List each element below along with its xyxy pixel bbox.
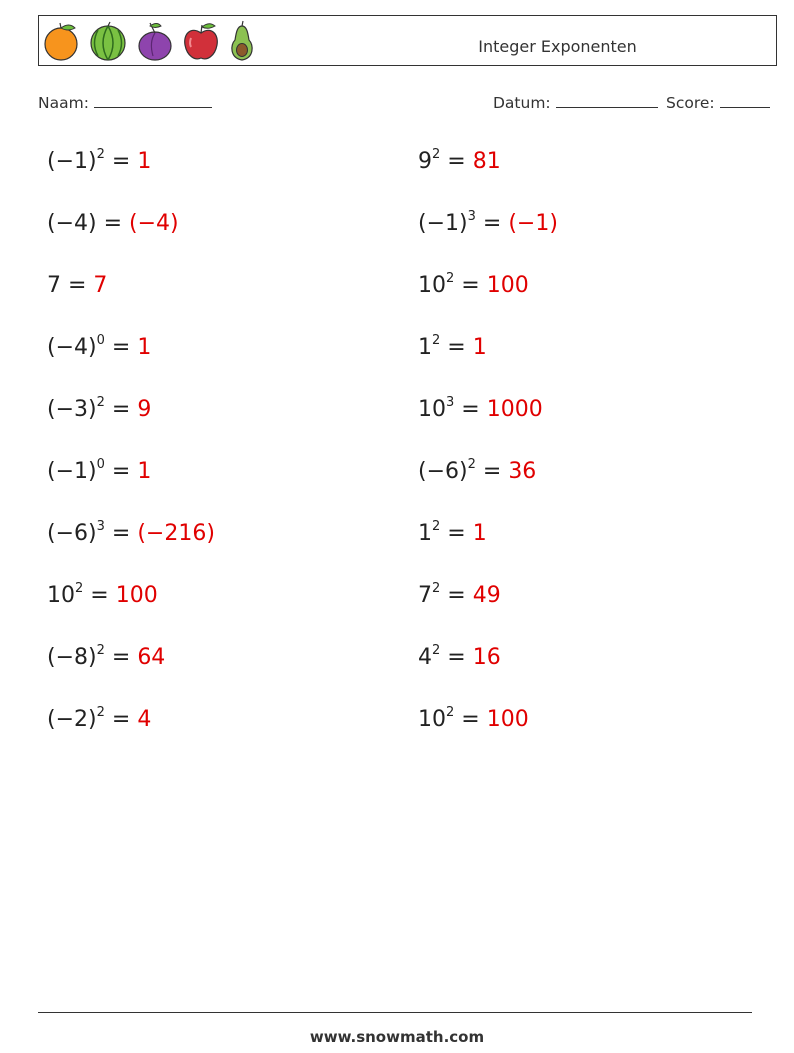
problem-row (418, 642, 501, 671)
problem-base: (−6) (47, 521, 97, 546)
problem-answer: 1 (137, 335, 152, 360)
equals-sign: = (440, 583, 473, 608)
problem-row (47, 146, 152, 175)
name-line[interactable] (94, 93, 212, 108)
problem-row (47, 518, 215, 547)
problem-exponent: 2 (432, 580, 441, 596)
problem-exponent: 3 (467, 208, 476, 224)
problem-exponent: 2 (467, 456, 476, 472)
equals-sign: = (104, 521, 138, 546)
problem-base: (−8) (47, 645, 97, 670)
problem-answer: 9 (137, 397, 152, 422)
score-line[interactable] (720, 93, 770, 108)
equals-sign: = (61, 273, 94, 298)
problem-answer: (−4) (129, 211, 179, 236)
problem-row (47, 394, 152, 423)
problem-base: (−1) (47, 459, 97, 484)
footer-website: www.snowmath.com (309, 1028, 485, 1046)
problem-exponent: 2 (432, 146, 441, 162)
problem-row (418, 208, 558, 237)
equals-sign: = (454, 273, 487, 298)
problem-row (47, 456, 152, 485)
problem-base: 1 (418, 335, 432, 360)
equals-sign: = (96, 211, 130, 236)
problem-base: 10 (47, 583, 75, 608)
problem-base: (−6) (418, 459, 468, 484)
problem-answer: 36 (508, 459, 537, 484)
problem-row (418, 518, 487, 547)
problem-base: 7 (47, 273, 61, 298)
problem-base: 7 (418, 583, 432, 608)
problem-base: 10 (418, 397, 446, 422)
problem-row (418, 146, 501, 175)
problem-answer: (−216) (137, 521, 215, 546)
problem-exponent: 2 (96, 704, 105, 720)
problem-row (418, 394, 543, 423)
equals-sign: = (104, 645, 138, 670)
problem-answer: (−1) (508, 211, 558, 236)
problem-base: 1 (418, 521, 432, 546)
problem-base: 10 (418, 273, 446, 298)
problem-base: 4 (418, 645, 432, 670)
equals-sign: = (104, 707, 138, 732)
problem-base: (−3) (47, 397, 97, 422)
worksheet-title: Integer Exponenten (478, 37, 637, 56)
problem-row (418, 580, 501, 609)
problem-row (47, 704, 152, 733)
problem-exponent: 2 (432, 332, 441, 348)
equals-sign: = (440, 521, 473, 546)
problem-answer: 1 (472, 521, 487, 546)
problem-answer: 100 (486, 707, 529, 732)
problem-base: 10 (418, 707, 446, 732)
problem-row (418, 332, 487, 361)
name-label: Naam: (38, 94, 89, 112)
equals-sign: = (104, 149, 138, 174)
equals-sign: = (454, 707, 487, 732)
score-label: Score: (666, 94, 715, 112)
problem-exponent: 2 (96, 146, 105, 162)
problem-exponent: 0 (96, 332, 105, 348)
problem-base: (−2) (47, 707, 97, 732)
equals-sign: = (440, 645, 473, 670)
problem-answer: 64 (137, 645, 166, 670)
problem-base: (−1) (47, 149, 97, 174)
problem-exponent: 2 (75, 580, 84, 596)
problem-base: 9 (418, 149, 432, 174)
problem-row (47, 211, 179, 237)
problem-answer: 81 (472, 149, 501, 174)
problem-exponent: 3 (96, 518, 105, 534)
problem-answer: 16 (472, 645, 501, 670)
problem-row (418, 704, 529, 733)
problem-answer: 100 (486, 273, 529, 298)
problem-answer: 100 (115, 583, 158, 608)
problem-row (47, 642, 166, 671)
problem-row (418, 456, 537, 485)
problem-answer: 1 (137, 149, 152, 174)
problem-exponent: 2 (432, 518, 441, 534)
problem-exponent: 2 (432, 642, 441, 658)
equals-sign: = (104, 335, 138, 360)
equals-sign: = (475, 459, 509, 484)
equals-sign: = (83, 583, 116, 608)
footer-divider (38, 1012, 752, 1013)
problem-row (47, 332, 152, 361)
score-field (666, 93, 770, 112)
date-line[interactable] (556, 93, 658, 108)
equals-sign: = (104, 397, 138, 422)
problem-exponent: 0 (96, 456, 105, 472)
problem-row (47, 273, 107, 299)
problem-row (47, 580, 158, 609)
problem-answer: 49 (472, 583, 501, 608)
problem-row (418, 270, 529, 299)
problem-exponent: 3 (446, 394, 455, 410)
name-field (38, 93, 212, 112)
date-field (493, 93, 658, 112)
equals-sign: = (440, 335, 473, 360)
date-label: Datum: (493, 94, 551, 112)
problem-answer: 4 (137, 707, 152, 732)
equals-sign: = (475, 211, 509, 236)
problem-answer: 7 (93, 273, 108, 298)
header-box (38, 15, 777, 66)
problem-base: (−4) (47, 335, 97, 360)
problem-exponent: 2 (96, 394, 105, 410)
problem-base: (−1) (418, 211, 468, 236)
equals-sign: = (440, 149, 473, 174)
problem-exponent: 2 (446, 270, 455, 286)
problem-exponent: 2 (446, 704, 455, 720)
problem-exponent: 2 (96, 642, 105, 658)
problem-answer: 1000 (486, 397, 543, 422)
problem-base: (−4) (47, 211, 97, 236)
equals-sign: = (454, 397, 487, 422)
problem-answer: 1 (137, 459, 152, 484)
problem-answer: 1 (472, 335, 487, 360)
equals-sign: = (104, 459, 138, 484)
